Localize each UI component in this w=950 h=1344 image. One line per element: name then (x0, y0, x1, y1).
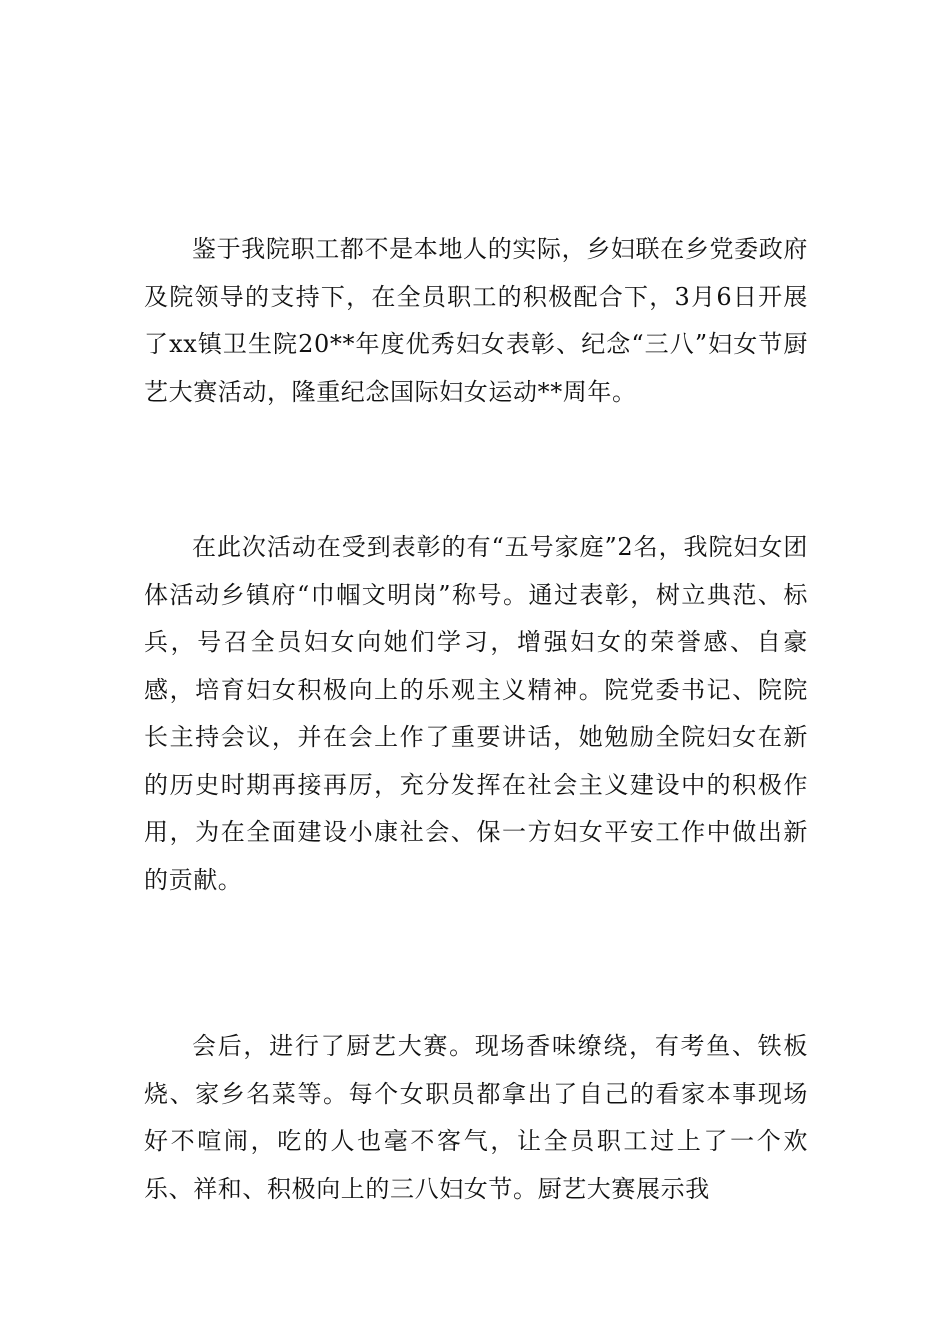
paragraph-2: 在此次活动在受到表彰的有“五号家庭”2名，我院妇女团体活动乡镇府“巾帼文明岗”称号。通过表彰，树立典范、标兵，号召全员妇女向她们学习，增强妇女的荣誉感、自豪感，培育妇女积极向上的乐观主义精神。院党委书记、院院长主持会议，并在会上作了重要讲话，她勉励全院妇女在新的历史时期再接再厉，充分发挥在社会主义建设中的积极作用，为在全面建设小康社会、保一方妇女平安工作中做出新的贡献。 (144, 533, 808, 894)
paragraph-1: 鉴于我院职工都不是本地人的实际，乡妇联在乡党委政府及院领导的支持下，在全员职工的积极配合下，3月6日开展了xx镇卫生院20**年度优秀妇女表彰、纪念“三八”妇女节厨艺大赛活动，隆重纪念国际妇女运动**周年。 (144, 235, 808, 406)
paragraph-3: 会后，进行了厨艺大赛。现场香味缭绕，有考鱼、铁板烧、家乡名菜等。每个女职员都拿出了自己的看家本事现场好不喧闹，吃的人也毫不客气，让全员职工过上了一个欢乐、祥和、积极向上的三八妇女节。厨艺大赛展示我 (144, 1032, 808, 1203)
